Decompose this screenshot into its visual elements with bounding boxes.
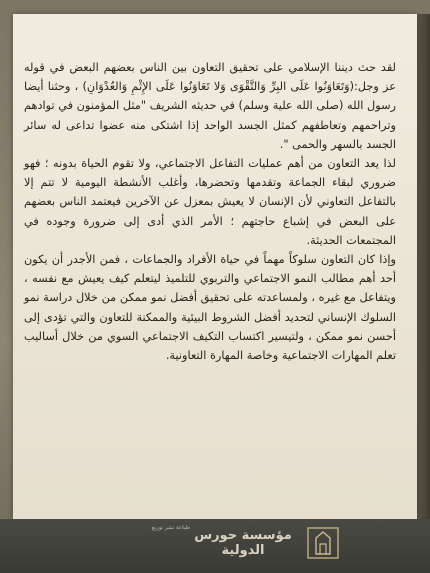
imprint-line: طباعة نشر توزيع xyxy=(151,525,190,531)
paragraph-1: لقد حث ديننا الإسلامي على تحقيق التعاون بين الناس بعضهم البعض في قوله عز وجل:(وَتَعَاوَنُوا عَلَى البِرِّ وَالتَّقْوَى وَلا تَعَاوَنُوا عَلَى الإِثْمِ وَالعُدْوَانِ) ، وحثنا أيضا رسول الله (صلى الله علية وسلم) في حديثه الشريف "مثل المؤمنون في توادهم وتراحمهم وتعاطفهم كمثل الجسد الواحد إذا اشتكى منه عضوا تداعى له سائر الجسد بالسهر والحمى ". xyxy=(24,61,396,151)
publisher-imprint xyxy=(100,525,190,532)
paragraph-3: وإذا كان التعاون سلوكاً مهماً في حياة الأفراد والجماعات ، فمن الأجدر أن يكون أحد أهم مطالب النمو الاجتماعي والتربوي للتلميذ ليتعلم كيف يعيش مع نفسه ، ويتفاعل مع غيره ، ولمساعدته على تحقيق أفضل نمو ممكن من خلال دراسة نمو السلوك الإنساني لتحديد أفضل الشروط البيئية والممكنة للتعاون والتي تؤدى إلى أحسن نمو ممكن ، ولتيسير اكتساب التكيف الاجتماعي السوي من خلال أساليب تعلم المهارات الاجتماعية وخاصة المهارة التعاونية. xyxy=(24,253,396,363)
book-spine-edge xyxy=(417,14,430,519)
publisher-name: مؤسسة حورس الدولية xyxy=(194,528,292,558)
publisher-logo-icon xyxy=(304,524,342,562)
paragraph-2: لذا يعد التعاون من أهم عمليات التفاعل الاجتماعي، ولا تقوم الحياة بدونه ؛ فهو ضروري لبقاء الجماعة وتقدمها وتحضرها، وأغلب الأنشطة اليومية لا تتم إلا بالتفاعل التعاوني لأن الإنسان لا يعيش بمعزل عن الآخرين فيعتمد الناس بعضهم على البعض في إشباع حاجتهم ؛ الأمر الذي أدى إلى ضرورة وجوده في المجتمعات الحديثة. xyxy=(24,157,396,247)
back-cover-text xyxy=(24,58,396,365)
